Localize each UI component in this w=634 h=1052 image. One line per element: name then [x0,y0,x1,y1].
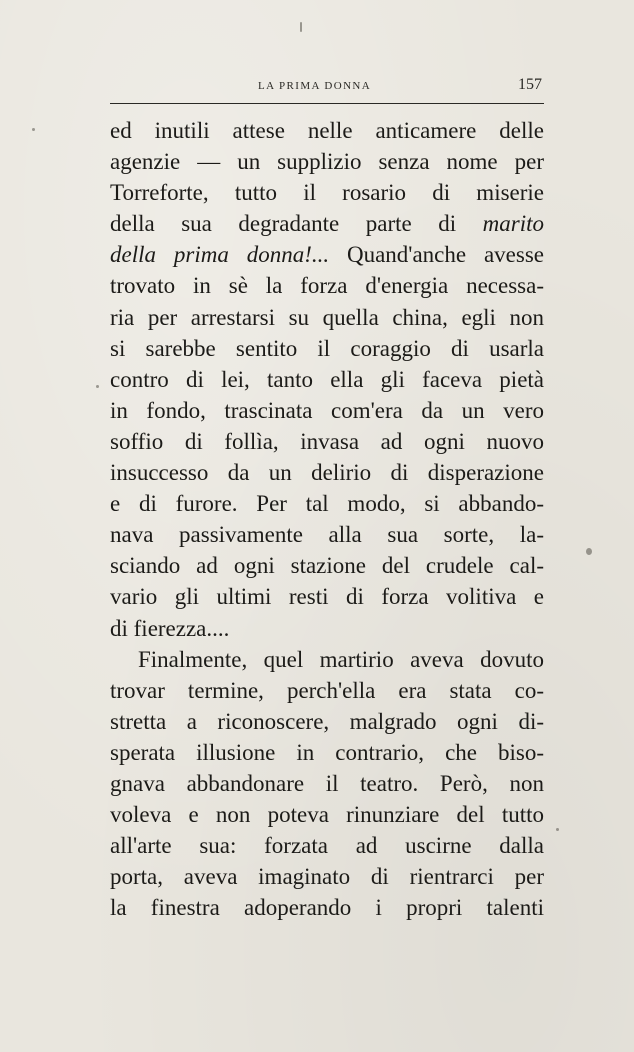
text-line: ed inutili attese nelle anticamere delle [110,118,544,143]
text-line: vario gli ultimi resti di forza volitiva e [110,584,544,610]
text-line: all'arte sua: forzata ad uscirne dalla [110,833,544,859]
text-line: in fondo, trascinata com'era da un vero [110,397,544,423]
text-line: e di furore. Per tal modo, si abbando- [110,491,544,517]
italic-phrase: marito [482,211,544,237]
text-line: contro di lei, tanto ella gli faceva pietà [110,366,544,392]
text-line [110,239,544,270]
text-line: si sarebbe sentito il coraggio di usarla [110,335,544,361]
text-line: nava passivamente alla sua sorte, la- [110,522,544,548]
page-number: 157 [518,76,542,93]
italic-phrase: della prima donna!... [110,242,330,268]
text-line: sciando ad ogni stazione del crudele cal- [110,553,544,579]
paper-speck [32,128,35,131]
running-title: LA PRIMA DONNA [258,80,372,92]
text-line: ria per arrestarsi su quella china, egli non [110,304,544,330]
paper-speck [586,548,592,555]
text-line: voleva e non poteva rinunziare del tutto [110,802,544,828]
text-line [110,208,544,239]
text-line: soffio di follìa, invasa ad ogni nuovo [110,428,544,454]
text-line: porta, aveva imaginato di rientrarci per [110,864,544,890]
page-header [108,74,544,100]
text-line-part: della sua degradante parte di [110,211,457,237]
body-text [110,115,544,923]
text-line: sperata illusione in contrario, che biso- [110,739,544,765]
text-line: agenzie — un supplizio senza nome per [110,149,544,175]
text-line: gnava abbandonare il teatro. Però, non [110,770,544,796]
text-line: stretta a riconoscere, malgrado ogni di- [110,708,544,734]
paper-speck [96,385,99,388]
text-line: insuccesso da un delirio di disperazione [110,460,544,486]
text-line: Finalmente, quel martirio aveva dovuto [138,646,544,672]
text-line: di fierezza.... [110,615,230,641]
text-line: Torreforte, tutto il rosario di miserie [110,180,544,206]
text-line: trovar termine, perch'ella era stata co- [110,677,544,703]
header-rule [110,103,544,104]
paper-speck [300,22,302,32]
text-line: trovato in sè la forza d'energia necessa- [110,273,544,299]
paper-speck [556,828,559,831]
text-line-part: Quand'anche avesse [329,242,544,268]
text-line: la finestra adoperando i propri talenti [110,895,544,921]
